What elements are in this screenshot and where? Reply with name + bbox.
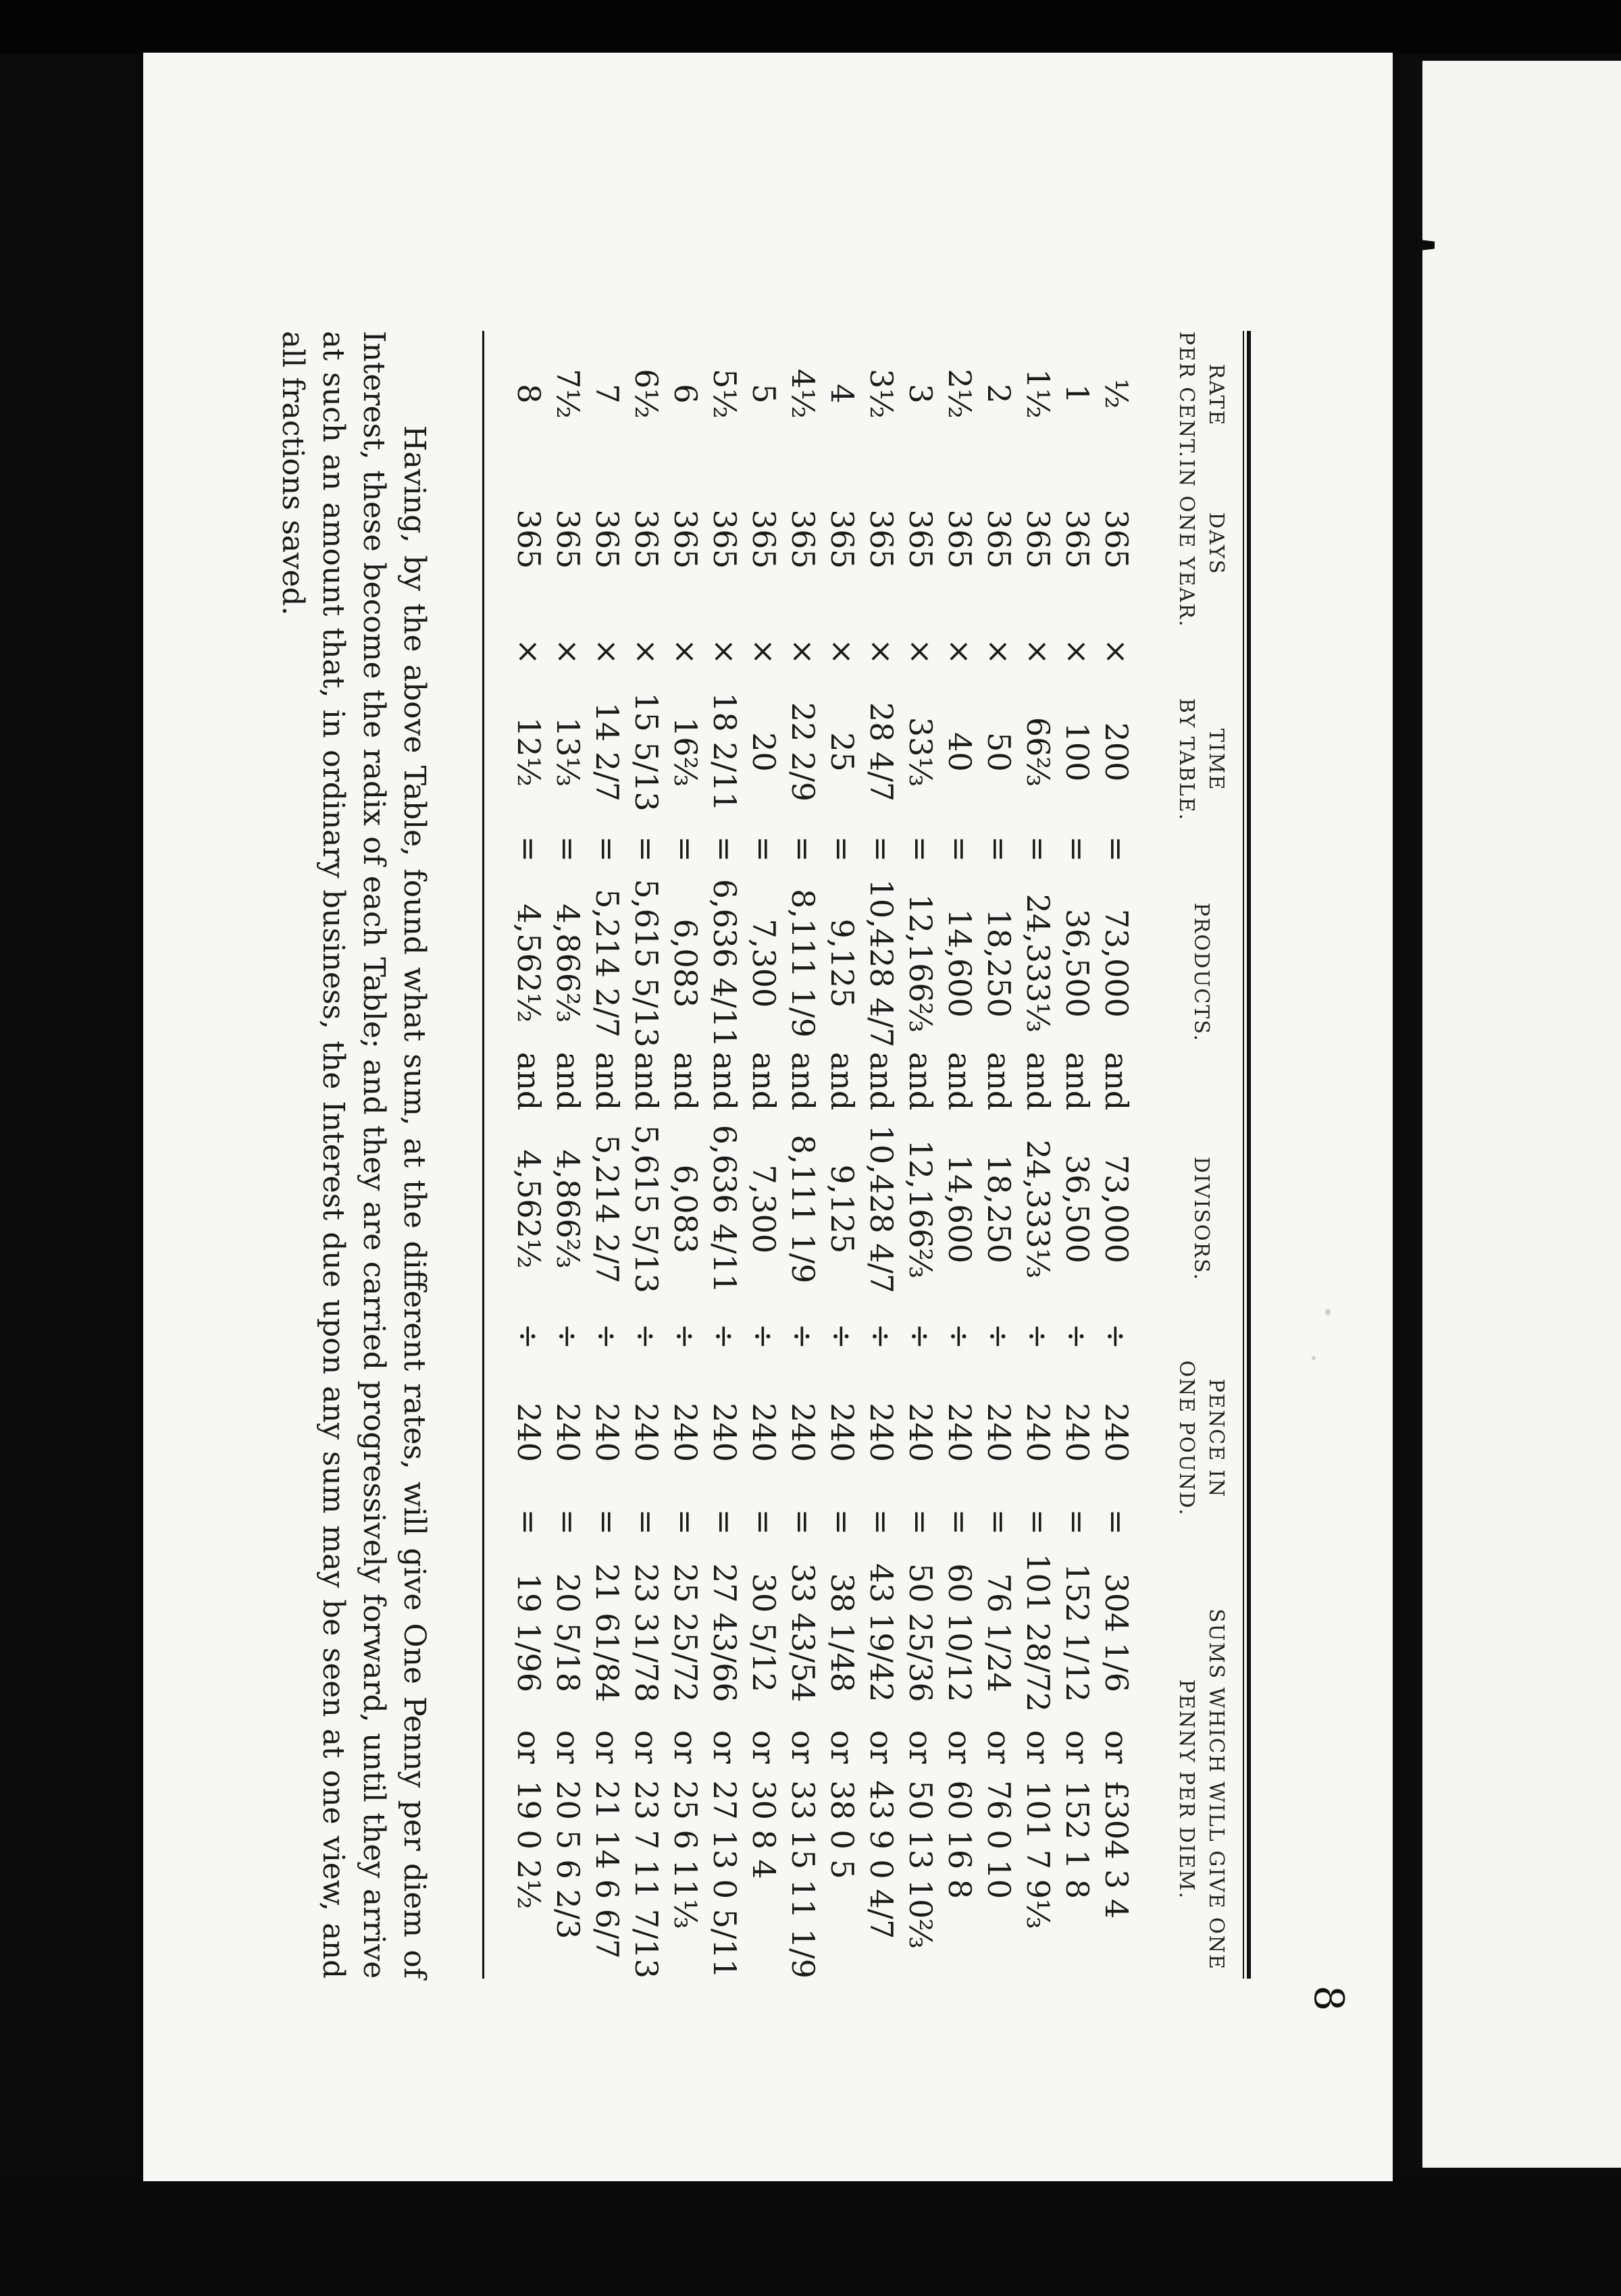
cell-rate: 6½ <box>628 369 665 419</box>
cell-frac: 152 1/12 <box>1059 1563 1096 1702</box>
cell-or: or <box>511 1730 547 1764</box>
cell-x: × <box>1059 638 1096 665</box>
cell-or: or <box>1020 1730 1056 1764</box>
cell-product: 5,615 5/13 <box>628 879 665 1048</box>
cell-rate: ½ <box>1098 378 1135 409</box>
cell-rate: 8 <box>511 384 547 404</box>
paper-speck <box>1312 1356 1316 1360</box>
cell-eq2: = <box>1098 1509 1135 1536</box>
cell-days: 365 <box>1020 509 1056 569</box>
cell-sum: 30 8 4 <box>746 1780 782 1879</box>
table-row <box>509 331 548 1979</box>
cell-eq: = <box>628 835 665 862</box>
cell-and: and <box>785 1051 821 1111</box>
cell-sum: 21 14 6 6/7 <box>589 1780 625 1959</box>
cell-or: or <box>981 1730 1017 1764</box>
cell-pence: 240 <box>863 1403 900 1463</box>
cell-days: 365 <box>824 509 860 569</box>
cell-divisor: 10,428 4/7 <box>863 1124 900 1294</box>
cell-op: ÷ <box>902 1323 939 1350</box>
table-row <box>705 331 744 1979</box>
cell-x: × <box>667 638 704 665</box>
cell-frac: 19 1/96 <box>511 1573 547 1693</box>
cell-sum: 101 7 9⅓ <box>1020 1780 1056 1929</box>
cell-pence: 240 <box>981 1403 1017 1463</box>
cell-divisor: 24,333⅓ <box>1020 1139 1056 1279</box>
table-row <box>783 331 823 1979</box>
cell-product: 4,562½ <box>511 904 547 1023</box>
cell-or: or <box>863 1730 900 1764</box>
cell-product: 73,000 <box>1098 908 1135 1018</box>
cell-eq: = <box>667 835 704 862</box>
cell-frac: 101 28/72 <box>1020 1553 1056 1713</box>
cell-frac: 30 5/12 <box>746 1573 782 1693</box>
cell-rate: 6 <box>667 384 704 404</box>
cell-pence: 240 <box>628 1403 665 1463</box>
cell-time: 22 2/9 <box>785 702 821 802</box>
cell-eq: = <box>1020 835 1056 862</box>
cell-divisor: 4,562½ <box>511 1149 547 1269</box>
cell-and: and <box>746 1051 782 1111</box>
cell-days: 365 <box>706 509 743 569</box>
cell-rate: 3 <box>902 384 939 404</box>
cell-eq2: = <box>746 1509 782 1536</box>
cell-divisor: 14,600 <box>942 1154 978 1263</box>
cell-eq: = <box>902 835 939 862</box>
cell-frac: 43 19/42 <box>863 1563 900 1702</box>
cell-sum: 76 0 10 <box>981 1780 1017 1899</box>
cell-time: 200 <box>1098 722 1135 782</box>
top-rule-thin <box>1243 331 1244 1979</box>
cell-op: ÷ <box>746 1323 782 1350</box>
cell-divisor: 12,166⅔ <box>902 1139 939 1279</box>
explanatory-note: Having, by the above Table, found what sum, at the different rates, will give One Penny per diem of Interest, these become the radix of each Table; and they are carried progressively forward, until they arrive at such an amount that, in ordinary business, the Interest due upon any sum may be seen at one view, and all fractions saved. <box>276 331 432 1979</box>
cell-eq2: = <box>667 1509 704 1536</box>
cell-time: 100 <box>1059 722 1096 782</box>
header-days: DAYS IN ONE YEAR. <box>1175 459 1228 628</box>
cell-product: 24,333⅓ <box>1020 893 1056 1033</box>
cell-divisor: 6,083 <box>667 1164 704 1254</box>
cell-product: 9,125 <box>824 918 860 1008</box>
cell-frac: 20 5/18 <box>550 1573 586 1693</box>
cell-days: 365 <box>785 509 821 569</box>
cell-rate: 1½ <box>1020 369 1056 419</box>
cell-product: 36,500 <box>1059 908 1096 1018</box>
cell-product: 4,866⅔ <box>550 904 586 1023</box>
cell-eq2: = <box>785 1509 821 1536</box>
cell-eq2: = <box>981 1509 1017 1536</box>
cell-op: ÷ <box>706 1323 743 1350</box>
cell-divisor: 18,250 <box>981 1154 1017 1263</box>
cell-op: ÷ <box>550 1323 586 1350</box>
bottom-rule <box>482 331 484 1979</box>
cell-or: or <box>746 1730 782 1764</box>
cell-or: or <box>589 1730 625 1764</box>
cell-sum: 19 0 2½ <box>511 1780 547 1910</box>
cell-eq2: = <box>1059 1509 1096 1536</box>
cell-and: and <box>902 1051 939 1111</box>
cell-x: × <box>785 638 821 665</box>
cell-eq: = <box>863 835 900 862</box>
cell-days: 365 <box>746 509 782 569</box>
cell-time: 20 <box>746 732 782 772</box>
header-time: TIME BY TABLE. <box>1175 698 1228 822</box>
cell-days: 365 <box>1098 509 1135 569</box>
cell-rate: 4 <box>824 384 860 404</box>
cell-divisor: 5,615 5/13 <box>628 1124 665 1294</box>
cell-days: 365 <box>667 509 704 569</box>
cell-divisor: 7,300 <box>746 1164 782 1254</box>
cell-days: 365 <box>550 509 586 569</box>
cell-or: or <box>1098 1730 1135 1764</box>
cell-rate: 5½ <box>706 369 743 419</box>
cell-sum: 20 5 6 2/3 <box>550 1780 586 1939</box>
cell-x: × <box>628 638 665 665</box>
cell-time: 50 <box>981 732 1017 772</box>
cell-eq2: = <box>628 1509 665 1536</box>
cell-eq2: = <box>863 1509 900 1536</box>
cell-sum: 43 9 0 4/7 <box>863 1780 900 1939</box>
cell-days: 365 <box>942 509 978 569</box>
cell-rate: 2 <box>981 384 1017 404</box>
cell-x: × <box>824 638 860 665</box>
header-sums: SUMS WHICH WILL GIVE ONE PENNY PER DIEM. <box>1175 1609 1228 1971</box>
cell-and: and <box>824 1051 860 1111</box>
cell-op: ÷ <box>1059 1323 1096 1350</box>
cell-rate: 7 <box>589 384 625 404</box>
cell-eq: = <box>824 835 860 862</box>
cell-and: and <box>550 1051 586 1111</box>
cell-or: or <box>902 1730 939 1764</box>
header-divisors: DIVISORS. <box>1189 1156 1213 1282</box>
cell-x: × <box>746 638 782 665</box>
table-row <box>862 331 901 1979</box>
cell-days: 365 <box>863 509 900 569</box>
cell-sum: 152 1 8 <box>1059 1780 1096 1899</box>
cell-product: 14,600 <box>942 908 978 1018</box>
cell-sum: 33 15 11 1/9 <box>785 1780 821 1979</box>
scan-border-top <box>0 0 1621 54</box>
cell-product: 6,083 <box>667 918 704 1008</box>
top-rule-thick <box>1247 331 1251 1979</box>
cell-eq2: = <box>550 1509 586 1536</box>
cell-x: × <box>589 638 625 665</box>
cell-and: and <box>628 1051 665 1111</box>
cell-sum: £304 3 4 <box>1098 1780 1135 1919</box>
cell-rate: 3½ <box>863 369 900 419</box>
cell-op: ÷ <box>942 1323 978 1350</box>
interest-table <box>509 331 1136 1979</box>
cell-x: × <box>863 638 900 665</box>
cell-eq2: = <box>706 1509 743 1536</box>
header-pence: PENCE IN ONE POUND. <box>1175 1360 1228 1517</box>
table-row <box>1058 331 1097 1979</box>
adjacent-page <box>1422 61 1621 2168</box>
header-rate: RATE PER CENT. <box>1175 331 1228 459</box>
table-row <box>940 331 979 1979</box>
cell-and: and <box>863 1051 900 1111</box>
cell-divisor: 8,111 1/9 <box>785 1134 821 1284</box>
page-number: 8 <box>1305 1985 1352 2012</box>
cell-or: or <box>824 1730 860 1764</box>
cell-eq: = <box>981 835 1017 862</box>
cell-or: or <box>785 1730 821 1764</box>
cell-frac: 50 25/36 <box>902 1563 939 1702</box>
cell-divisor: 73,000 <box>1098 1154 1135 1263</box>
cell-pence: 240 <box>706 1403 743 1463</box>
table-row <box>548 331 588 1979</box>
cell-op: ÷ <box>628 1323 665 1350</box>
page-fold-notch <box>1401 239 1435 251</box>
cell-and: and <box>1059 1051 1096 1111</box>
cell-sum: 27 13 0 5/11 <box>706 1780 743 1979</box>
cell-sum: 60 16 8 <box>942 1780 978 1899</box>
cell-eq: = <box>511 835 547 862</box>
cell-frac: 38 1/48 <box>824 1573 860 1693</box>
cell-op: ÷ <box>1098 1323 1135 1350</box>
cell-days: 365 <box>628 509 665 569</box>
cell-sum: 23 7 11 7/13 <box>628 1780 665 1979</box>
cell-product: 7,300 <box>746 918 782 1008</box>
cell-x: × <box>706 638 743 665</box>
cell-op: ÷ <box>863 1323 900 1350</box>
cell-days: 365 <box>1059 509 1096 569</box>
cell-eq: = <box>589 835 625 862</box>
cell-eq2: = <box>511 1509 547 1536</box>
cell-and: and <box>706 1051 743 1111</box>
cell-op: ÷ <box>589 1323 625 1350</box>
cell-eq: = <box>1059 835 1096 862</box>
rotated-page-content <box>276 331 1352 2012</box>
table-row <box>588 331 627 1979</box>
cell-pence: 240 <box>1098 1403 1135 1463</box>
cell-pence: 240 <box>746 1403 782 1463</box>
cell-op: ÷ <box>667 1323 704 1350</box>
cell-x: × <box>942 638 978 665</box>
cell-frac: 33 43/54 <box>785 1563 821 1702</box>
cell-op: ÷ <box>1020 1323 1056 1350</box>
cell-x: × <box>550 638 586 665</box>
cell-pence: 240 <box>667 1403 704 1463</box>
cell-time: 15 5/13 <box>628 692 665 812</box>
cell-time: 14 2/7 <box>589 702 625 802</box>
cell-time: 33⅓ <box>902 716 939 787</box>
cell-eq: = <box>550 835 586 862</box>
cell-and: and <box>511 1051 547 1111</box>
cell-eq: = <box>942 835 978 862</box>
cell-eq2: = <box>824 1509 860 1536</box>
cell-time: 28 4/7 <box>863 702 900 802</box>
table-row <box>1019 331 1058 1979</box>
cell-time: 25 <box>824 732 860 772</box>
cell-op: ÷ <box>824 1323 860 1350</box>
cell-product: 5,214 2/7 <box>589 889 625 1038</box>
cell-divisor: 6,636 4/11 <box>706 1124 743 1294</box>
table-row <box>744 331 783 1979</box>
cell-eq2: = <box>942 1509 978 1536</box>
cell-x: × <box>981 638 1017 665</box>
cell-days: 365 <box>981 509 1017 569</box>
cell-eq: = <box>1098 835 1135 862</box>
cell-or: or <box>667 1730 704 1764</box>
page-fold-line <box>1416 59 1422 2173</box>
cell-rate: 7½ <box>550 369 586 419</box>
cell-days: 365 <box>902 509 939 569</box>
header-products: PRODUCTS. <box>1189 902 1213 1043</box>
cell-and: and <box>1020 1051 1056 1111</box>
cell-divisor: 5,214 2/7 <box>589 1134 625 1284</box>
cell-product: 8,111 1/9 <box>785 889 821 1038</box>
cell-pence: 240 <box>589 1403 625 1463</box>
cell-or: or <box>550 1730 586 1764</box>
cell-pence: 240 <box>785 1403 821 1463</box>
cell-product: 12,166⅔ <box>902 893 939 1033</box>
cell-eq: = <box>746 835 782 862</box>
cell-frac: 27 43/66 <box>706 1563 743 1702</box>
cell-eq2: = <box>589 1509 625 1536</box>
cell-pence: 240 <box>511 1403 547 1463</box>
table-row <box>823 331 862 1979</box>
cell-x: × <box>511 638 547 665</box>
cell-pence: 240 <box>942 1403 978 1463</box>
cell-or: or <box>942 1730 978 1764</box>
cell-pence: 240 <box>824 1403 860 1463</box>
paper-speck <box>1325 1309 1331 1315</box>
table-header <box>1143 331 1231 1979</box>
cell-and: and <box>589 1051 625 1111</box>
cell-sum: 38 0 5 <box>824 1780 860 1879</box>
cell-time: 18 2/11 <box>706 692 743 812</box>
cell-eq: = <box>706 835 743 862</box>
cell-eq2: = <box>1020 1509 1056 1536</box>
cell-rate: 4½ <box>785 369 821 419</box>
cell-frac: 21 61/84 <box>589 1563 625 1702</box>
cell-time: 12½ <box>511 716 547 787</box>
cell-frac: 23 31/78 <box>628 1563 665 1702</box>
cell-frac: 60 10/12 <box>942 1563 978 1702</box>
cell-op: ÷ <box>981 1323 1017 1350</box>
cell-rate: 2½ <box>942 369 978 419</box>
cell-frac: 304 1/6 <box>1098 1573 1135 1693</box>
cell-and: and <box>667 1051 704 1111</box>
cell-divisor: 4,866⅔ <box>550 1149 586 1269</box>
cell-time: 40 <box>942 732 978 772</box>
table-row <box>901 331 940 1979</box>
table-row <box>1097 331 1136 1979</box>
cell-sum: 50 13 10⅔ <box>902 1780 939 1949</box>
cell-frac: 25 25/72 <box>667 1563 704 1702</box>
scan-border-bottom <box>0 2181 1621 2296</box>
cell-pence: 240 <box>550 1403 586 1463</box>
table-row <box>666 331 705 1979</box>
cell-op: ÷ <box>511 1323 547 1350</box>
cell-frac: 76 1/24 <box>981 1573 1017 1693</box>
cell-x: × <box>902 638 939 665</box>
cell-time: 16⅔ <box>667 716 704 787</box>
cell-pence: 240 <box>1059 1403 1096 1463</box>
cell-time: 66⅔ <box>1020 716 1056 787</box>
cell-divisor: 9,125 <box>824 1164 860 1254</box>
cell-op: ÷ <box>785 1323 821 1350</box>
cell-eq: = <box>785 835 821 862</box>
cell-time: 13⅓ <box>550 716 586 787</box>
cell-x: × <box>1098 638 1135 665</box>
cell-days: 365 <box>511 509 547 569</box>
cell-or: or <box>628 1730 665 1764</box>
cell-and: and <box>981 1051 1017 1111</box>
table-row <box>979 331 1019 1979</box>
cell-days: 365 <box>589 509 625 569</box>
cell-product: 10,428 4/7 <box>863 879 900 1048</box>
cell-divisor: 36,500 <box>1059 1154 1096 1263</box>
cell-product: 18,250 <box>981 908 1017 1018</box>
cell-product: 6,636 4/11 <box>706 879 743 1048</box>
cell-or: or <box>706 1730 743 1764</box>
table-row <box>627 331 666 1979</box>
cell-pence: 240 <box>902 1403 939 1463</box>
cell-rate: 5 <box>746 384 782 404</box>
cell-or: or <box>1059 1730 1096 1764</box>
cell-and: and <box>942 1051 978 1111</box>
cell-x: × <box>1020 638 1056 665</box>
cell-eq2: = <box>902 1509 939 1536</box>
cell-rate: 1 <box>1059 384 1096 404</box>
cell-and: and <box>1098 1051 1135 1111</box>
cell-pence: 240 <box>1020 1403 1056 1463</box>
cell-sum: 25 6 11⅓ <box>667 1780 704 1929</box>
